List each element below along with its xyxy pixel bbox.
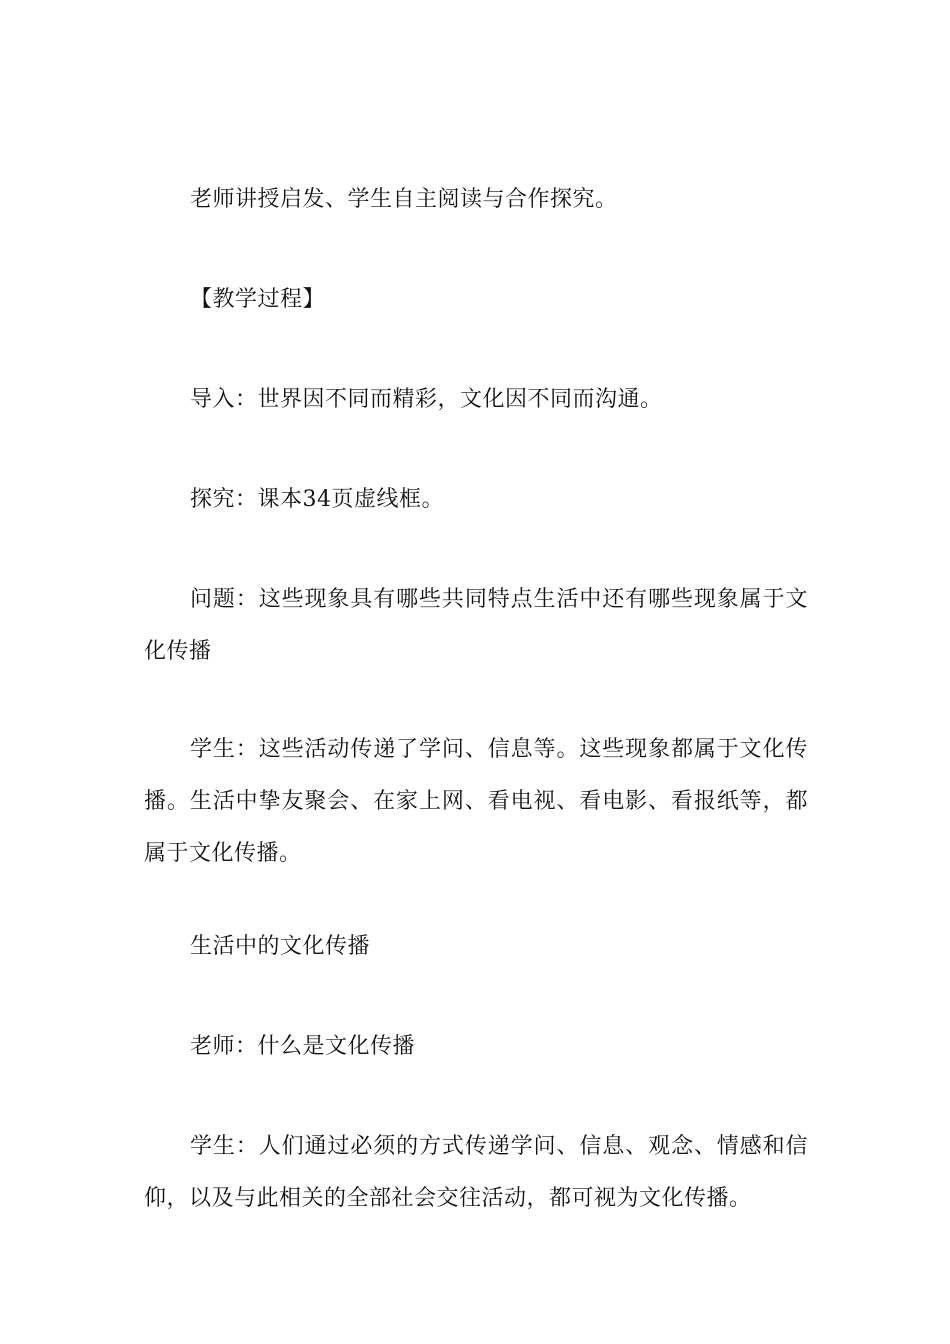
paragraph-subheading-culture-spread: 生活中的文化传播 xyxy=(190,934,371,959)
section-heading-teaching-process: 【教学过程】 xyxy=(190,287,326,312)
paragraph-student-answer-2: 学生：人们通过必须的方式传递学问、信息、观念、情感和信仰，以及与此相关的全部社会交往活动，都可视为文化传播。 xyxy=(144,1134,808,1211)
paragraph-teacher-question: 老师：什么是文化传播 xyxy=(190,1034,416,1059)
paragraph-exploration: 探究：课本34页虚线框。 xyxy=(190,487,444,512)
paragraph-student-answer-1: 学生：这些活动传递了学问、信息等。这些现象都属于文化传播。生活中挚友聚会、在家上网、看电视、看电影、看报纸等，都属于文化传播。 xyxy=(144,737,808,866)
paragraph-teaching-method: 老师讲授启发、学生自主阅读与合作探究。 xyxy=(190,187,618,212)
paragraph-question: 问题：这些现象具有哪些共同特点生活中还有哪些现象属于文化传播 xyxy=(144,587,808,664)
paragraph-introduction: 导入：世界因不同而精彩，文化因不同而沟通。 xyxy=(190,387,663,412)
